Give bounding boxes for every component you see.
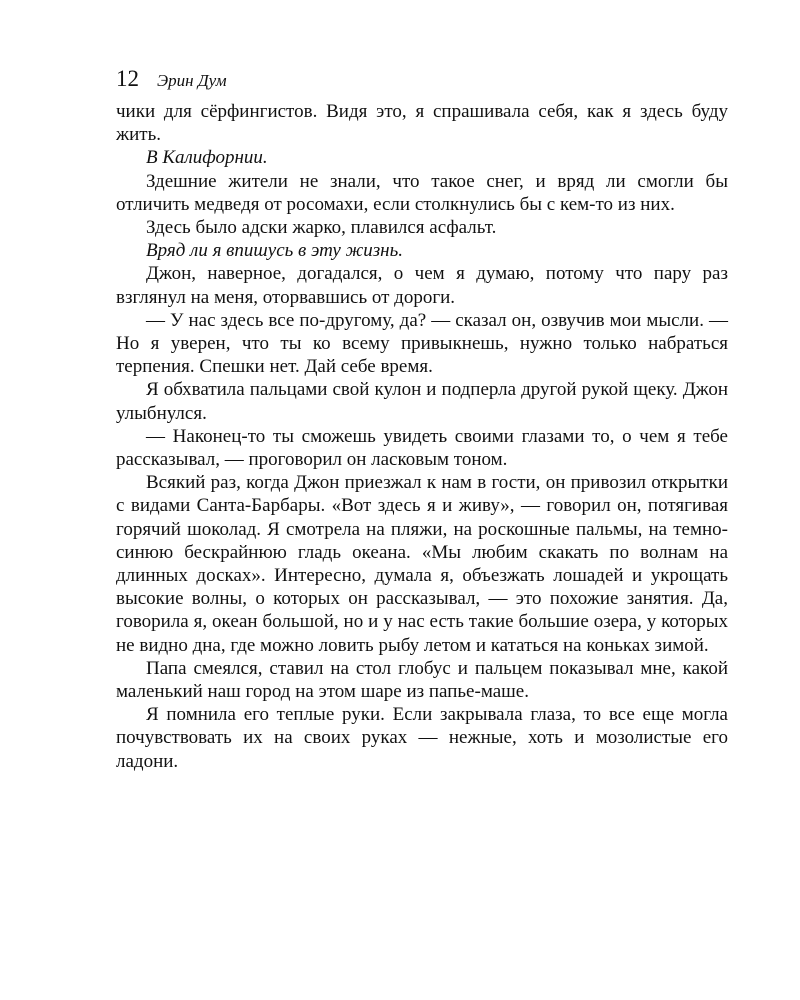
paragraph-dialogue-finally: — Наконец-то ты сможешь увидеть своими глазами то, о чем я тебе рассказывал, — проговорил он ласковым тоном. [116, 425, 728, 471]
running-header [116, 66, 728, 96]
paragraph-heat: Здесь было адски жарко, плавился асфальт. [146, 217, 497, 239]
book-page [116, 66, 728, 773]
paragraph-pendant: Я обхватила пальцами свой кулон и подперла другой рукой щеку. Джон улыбнулся. [116, 379, 728, 424]
paragraph-italic-fit-in: Вряд ли я впишусь в эту жизнь. [146, 240, 403, 262]
paragraph-continuation: чики для сёрфингистов. Видя это, я спрашивала себя, как я здесь буду жить. [116, 101, 728, 146]
paragraph-postcards: Всякий раз, когда Джон приезжал к нам в гости, он привозил открытки с видами Санта-Барбары. «Вот здесь я и живу», — говорил он, потягивая горячий шоколад. Я смотрела на пляжи, на роскошные пальмы, на темно-синюю бескрайнюю гладь океана. «Мы любим скакать по волнам на длинных досках». Интересно, думала я, объезжать лошадей и укрощать высокие волны, о которых он рассказывал, — это похожие занятия. Да, говорила я, океан большой, но и у нас есть такие большие озера, у которых не видно дна, где можно ловить рыбу летом и кататься на коньках зимой. [116, 472, 728, 656]
paragraph-warm-hands: Я помнила его теплые руки. Если закрывала глаза, то все еще могла почувствовать их на своих руках — нежные, хоть и мозолистые его ладони. [116, 704, 728, 772]
paragraph-john-glance: Джон, наверное, догадался, о чем я думаю, потому что пару раз взглянул на меня, оторвавшись от дороги. [116, 263, 728, 308]
paragraph-locals: Здешние жители не знали, что такое снег, и вряд ли смогли бы отличить медведя от росомахи, если столкнулись бы с кем-то из них. [116, 170, 728, 215]
paragraph-globe: Папа смеялся, ставил на стол глобус и пальцем показывал мне, какой маленький наш город на этом шаре из папье-маше. [116, 657, 728, 703]
page-number: 12 [116, 66, 139, 91]
paragraph-italic-california: В Калифорнии. [146, 147, 268, 169]
paragraph-dialogue-patience: — У нас здесь все по-другому, да? — сказал он, озвучив мои мысли. — Но я уверен, что ты ко всему привыкнешь, нужно только набраться терпения. Спешки нет. Дай себе время. [116, 309, 728, 378]
body-text [116, 100, 728, 773]
running-title-author: Эрин Дум [157, 71, 227, 90]
